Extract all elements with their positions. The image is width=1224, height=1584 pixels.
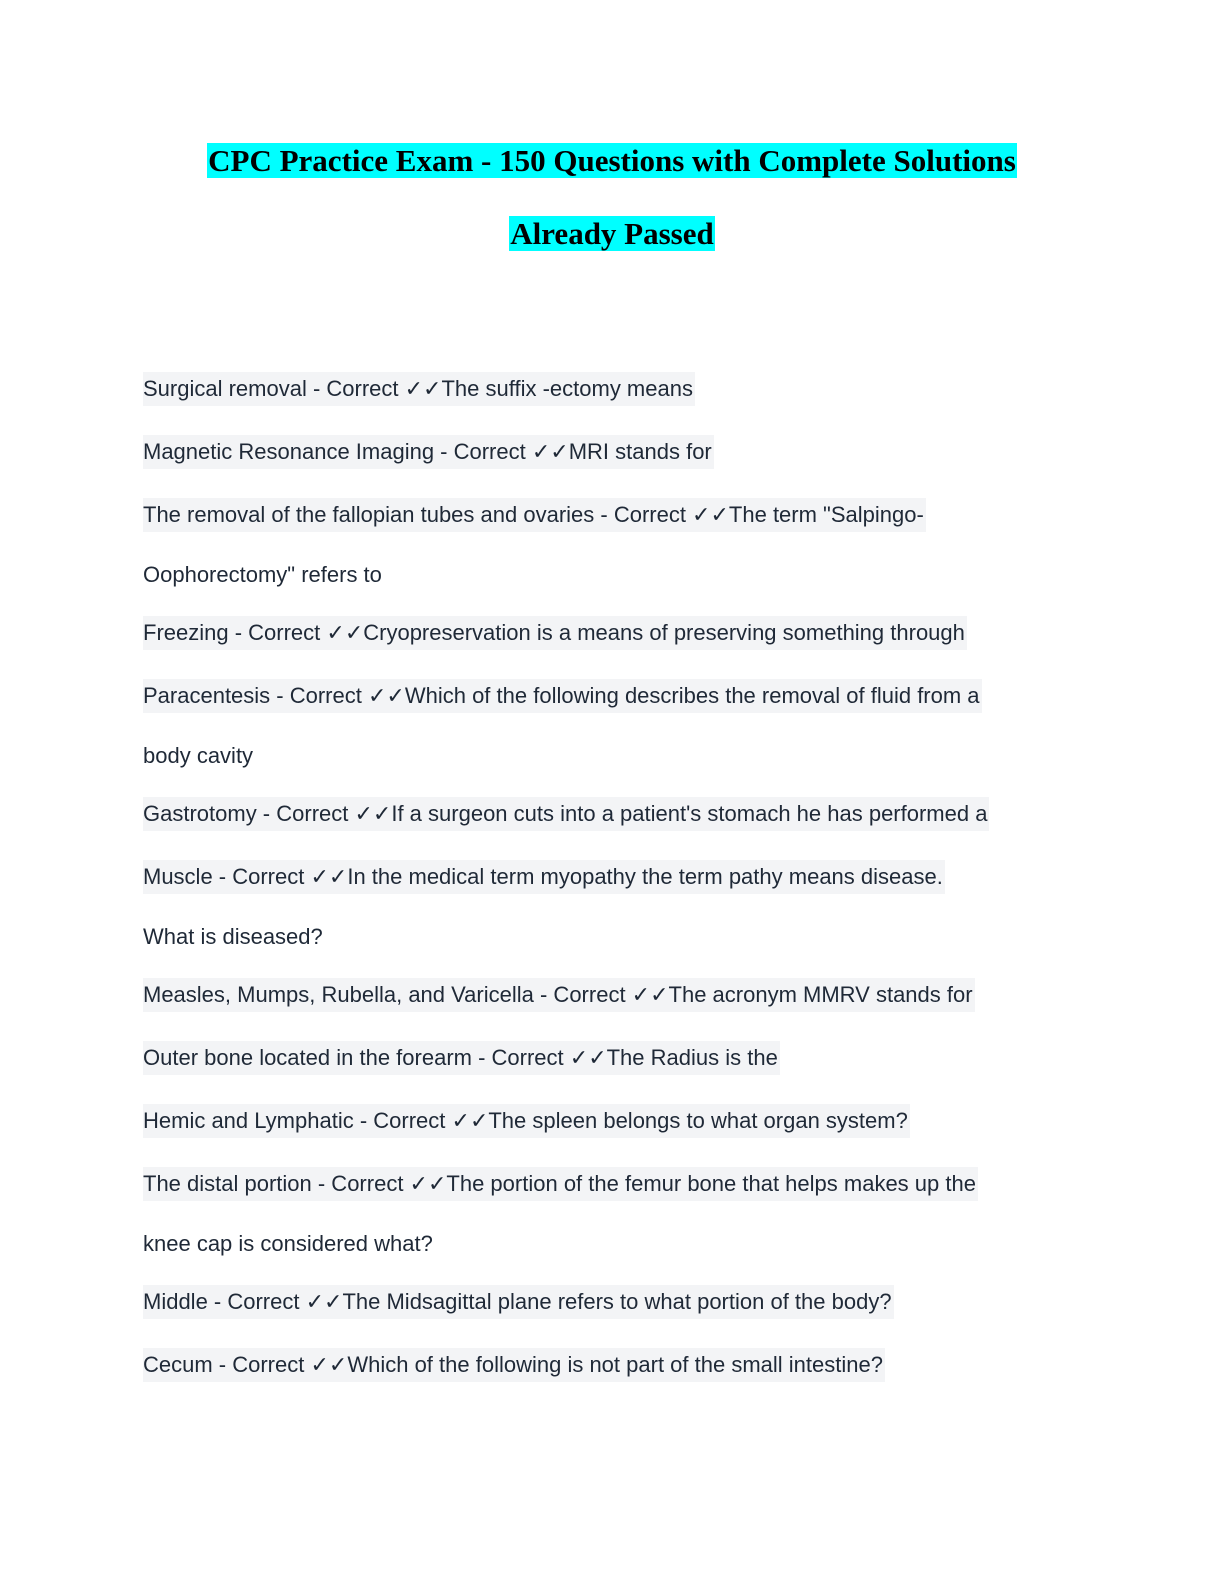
document-title-line2: Already Passed	[510, 216, 714, 251]
qa-text-continued: Oophorectomy" refers to	[143, 562, 382, 587]
qa-item-9	[143, 1041, 780, 1075]
qa-text: Cecum - Correct ✓✓Which of the following is not part of the small intestine?	[143, 1348, 885, 1382]
qa-item-5-continued	[143, 739, 255, 773]
document-title	[0, 142, 1224, 180]
qa-text: The distal portion - Correct ✓✓The portion of the femur bone that helps makes up the	[143, 1167, 978, 1201]
qa-text: Freezing - Correct ✓✓Cryopreservation is a means of preserving something through	[143, 616, 967, 650]
qa-item-3-continued	[143, 558, 384, 592]
qa-item-1	[143, 372, 695, 406]
qa-item-12	[143, 1285, 894, 1319]
document-subtitle	[0, 215, 1224, 253]
qa-text: The removal of the fallopian tubes and ovaries - Correct ✓✓The term "Salpingo-	[143, 498, 926, 532]
qa-text: Muscle - Correct ✓✓In the medical term myopathy the term pathy means disease.	[143, 860, 945, 894]
qa-item-11	[143, 1167, 978, 1201]
qa-text: Paracentesis - Correct ✓✓Which of the following describes the removal of fluid from a	[143, 679, 982, 713]
qa-text-continued: body cavity	[143, 743, 254, 768]
qa-item-11-continued	[143, 1227, 435, 1261]
qa-text: Measles, Mumps, Rubella, and Varicella - Correct ✓✓The acronym MMRV stands for	[143, 978, 975, 1012]
qa-text-continued: What is diseased?	[143, 924, 323, 949]
qa-text: Hemic and Lymphatic - Correct ✓✓The spleen belongs to what organ system?	[143, 1104, 910, 1138]
qa-item-7-continued	[143, 920, 325, 954]
qa-item-13	[143, 1348, 885, 1382]
qa-item-2	[143, 435, 714, 469]
qa-item-3	[143, 498, 926, 532]
document-title-line1: CPC Practice Exam - 150 Questions with Complete Solutions	[208, 143, 1016, 178]
qa-text-continued: knee cap is considered what?	[143, 1231, 433, 1256]
qa-item-4	[143, 616, 967, 650]
qa-item-7	[143, 860, 945, 894]
qa-text: Gastrotomy - Correct ✓✓If a surgeon cuts into a patient's stomach he has performed a	[143, 797, 989, 831]
qa-item-6	[143, 797, 989, 831]
qa-text: Outer bone located in the forearm - Correct ✓✓The Radius is the	[143, 1041, 780, 1075]
qa-text: Middle - Correct ✓✓The Midsagittal plane refers to what portion of the body?	[143, 1285, 894, 1319]
qa-item-5	[143, 679, 982, 713]
qa-text: Magnetic Resonance Imaging - Correct ✓✓MRI stands for	[143, 435, 714, 469]
qa-item-10	[143, 1104, 910, 1138]
qa-text: Surgical removal - Correct ✓✓The suffix -ectomy means	[143, 372, 695, 406]
qa-item-8	[143, 978, 975, 1012]
